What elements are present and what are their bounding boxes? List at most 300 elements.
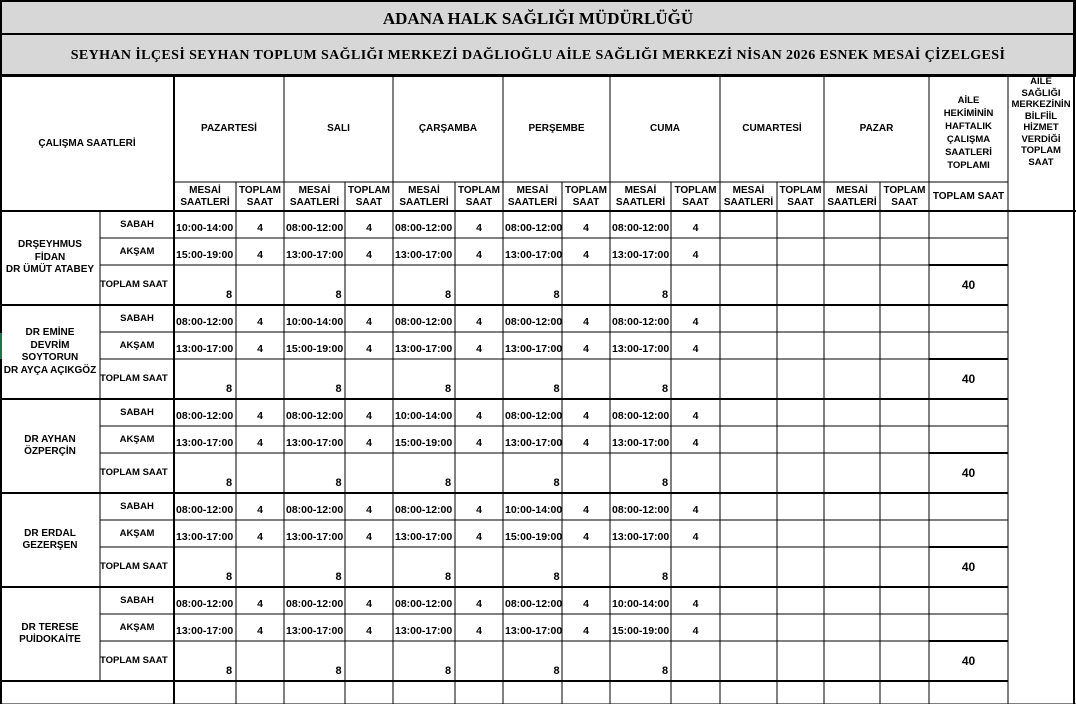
sabah-hours bbox=[612, 402, 671, 429]
daily-total bbox=[610, 473, 720, 493]
sabah-hour-count bbox=[345, 402, 393, 429]
text-line: 8 bbox=[553, 383, 560, 395]
aksam-hour-count bbox=[562, 617, 610, 644]
text-line: 8 bbox=[225, 571, 233, 583]
text-line: HEKİMİNİN bbox=[943, 108, 994, 119]
text-line: TOPLAM SAAT bbox=[100, 561, 168, 572]
text-line: 8 bbox=[444, 665, 452, 677]
text-line: SAĞLIĞI bbox=[1021, 87, 1061, 99]
sabah-hours bbox=[176, 496, 236, 523]
toplam-saat-label bbox=[100, 359, 174, 399]
aksam-hours bbox=[505, 523, 562, 550]
text-line: 8 bbox=[553, 571, 560, 583]
sabah-hours bbox=[176, 402, 236, 429]
text-line: 4 bbox=[583, 342, 589, 355]
text-line: ÇARŞAMBA bbox=[418, 123, 478, 134]
text-line: 4 bbox=[476, 624, 482, 637]
text-line: 4 bbox=[692, 624, 699, 637]
aksam-hour-count bbox=[671, 523, 720, 550]
text-line: SAATLERİ bbox=[289, 197, 340, 208]
sabah-hours bbox=[505, 214, 562, 241]
aksam-hour-count bbox=[671, 241, 720, 268]
text-line: 4 bbox=[476, 503, 482, 516]
text-line: 8 bbox=[225, 383, 233, 395]
text-line: 4 bbox=[692, 248, 699, 261]
aksam-label bbox=[100, 238, 174, 265]
daily-total bbox=[503, 285, 610, 305]
text-line: TOPLAM SAAT bbox=[932, 190, 1005, 202]
sabah-hours bbox=[286, 402, 345, 429]
text-line: MESAİ bbox=[298, 185, 331, 196]
toplam-saat-header bbox=[777, 183, 824, 211]
aksam-hours bbox=[395, 523, 455, 550]
aksam-hour-count bbox=[455, 335, 503, 362]
toplam-saat-header bbox=[236, 183, 284, 211]
aksam-hours bbox=[395, 335, 455, 362]
aksam-hours bbox=[395, 241, 455, 268]
aksam-hour-count bbox=[345, 429, 393, 456]
text-line: DEVRİM bbox=[30, 339, 70, 351]
sabah-hours bbox=[286, 214, 345, 241]
text-line: MESAİ bbox=[189, 185, 221, 196]
text-line: 8 bbox=[225, 289, 233, 301]
daily-total bbox=[284, 285, 393, 305]
sabah-hours bbox=[505, 402, 562, 429]
aksam-hour-count bbox=[236, 523, 284, 550]
text-line: 08:00-12:00 bbox=[286, 503, 344, 516]
text-line: SABAH bbox=[120, 594, 154, 606]
day-header bbox=[174, 76, 284, 182]
text-line: 13:00-17:00 bbox=[505, 342, 563, 355]
toplam-saat-label bbox=[100, 453, 174, 493]
text-line: 8 bbox=[661, 571, 669, 583]
aksam-hour-count bbox=[236, 241, 284, 268]
text-line: PUİDOKAİTE bbox=[19, 634, 81, 645]
text-line: 13:00-17:00 bbox=[612, 530, 670, 543]
text-line: 13:00-17:00 bbox=[505, 624, 563, 637]
aksam-hours bbox=[612, 523, 671, 550]
text-line: 10:00-14:00 bbox=[286, 315, 344, 328]
sabah-hour-count bbox=[236, 214, 284, 241]
daily-total bbox=[393, 285, 503, 305]
text-line: PAZARTESİ bbox=[201, 123, 257, 134]
daily-total bbox=[610, 379, 720, 399]
text-line: ÇALIŞMA SAATLERİ bbox=[38, 137, 136, 149]
text-line: DR ERDAL bbox=[24, 527, 76, 539]
aksam-hour-count bbox=[236, 617, 284, 644]
sabah-hour-count bbox=[562, 496, 610, 523]
text-line: TOPLAM bbox=[347, 185, 391, 196]
text-line: 13:00-17:00 bbox=[612, 342, 670, 355]
text-line: TOPLAM SAAT bbox=[100, 373, 168, 384]
text-line: SAAT bbox=[572, 197, 600, 208]
aksam-hour-count bbox=[345, 241, 393, 268]
text-line: AKŞAM bbox=[119, 245, 155, 257]
text-line: SAAT bbox=[1028, 156, 1054, 168]
sabah-hour-count bbox=[345, 496, 393, 523]
sabah-label bbox=[100, 399, 174, 426]
aksam-hours bbox=[176, 241, 236, 268]
text-line: TOPLAM SAAT bbox=[100, 467, 168, 478]
aksam-hour-count bbox=[455, 523, 503, 550]
text-line: 8 bbox=[661, 477, 669, 489]
text-line: HİZMET bbox=[1023, 122, 1059, 133]
text-line: AKŞAM bbox=[119, 527, 155, 539]
aksam-hour-count bbox=[562, 241, 610, 268]
text-line: 13:00-17:00 bbox=[286, 436, 344, 449]
text-line: AKŞAM bbox=[119, 621, 155, 633]
text-line: 4 bbox=[257, 409, 263, 422]
text-line: 8 bbox=[444, 289, 452, 301]
text-line: SAATLERİ bbox=[723, 197, 774, 208]
sabah-hours bbox=[612, 496, 671, 523]
aksam-hours bbox=[286, 335, 345, 362]
text-line: 4 bbox=[583, 315, 589, 328]
text-line: 40 bbox=[961, 372, 976, 386]
text-line: 13:00-17:00 bbox=[176, 624, 234, 637]
daily-total bbox=[284, 379, 393, 399]
page-title: ADANA HALK SAĞLIĞI MÜDÜRLÜĞÜ bbox=[0, 0, 1076, 35]
text-line: MESAİ bbox=[516, 185, 549, 196]
text-line: 08:00-12:00 bbox=[176, 597, 234, 610]
text-line: TOPLAMI bbox=[947, 160, 990, 171]
text-line: TOPLAM SAAT bbox=[100, 655, 168, 666]
text-line: SAATLERİ bbox=[945, 147, 992, 158]
text-line: 13:00-17:00 bbox=[176, 342, 234, 355]
text-line: 4 bbox=[366, 503, 372, 516]
doctor-name bbox=[0, 399, 100, 493]
text-line: 40 bbox=[961, 560, 976, 574]
aksam-hour-count bbox=[455, 429, 503, 456]
day-header bbox=[503, 76, 610, 182]
text-line: MESAİ bbox=[732, 185, 765, 196]
doctor-name bbox=[0, 305, 100, 399]
aksam-hour-count bbox=[562, 335, 610, 362]
text-line: DR AYÇA AÇIKGÖZ bbox=[3, 364, 97, 376]
text-line: 8 bbox=[661, 665, 669, 677]
text-line: 4 bbox=[476, 409, 482, 422]
mesai-saatleri-header bbox=[393, 183, 455, 211]
text-line: DRŞEYHMUS bbox=[18, 239, 82, 251]
day-header bbox=[393, 76, 503, 182]
text-line: 4 bbox=[476, 248, 482, 261]
text-line: PAZAR bbox=[859, 123, 894, 134]
text-line: 4 bbox=[366, 221, 372, 234]
text-line: TOPLAM bbox=[457, 185, 501, 196]
text-line: SOYTORUN bbox=[21, 352, 79, 363]
text-line: 15:00-19:00 bbox=[395, 436, 453, 449]
text-line: ÇALIŞMA bbox=[946, 134, 991, 145]
text-line: 40 bbox=[961, 466, 976, 480]
text-line: 4 bbox=[583, 248, 589, 261]
text-line: 10:00-14:00 bbox=[395, 409, 453, 422]
text-line: SALI bbox=[327, 123, 350, 134]
text-line: 4 bbox=[257, 221, 263, 234]
sabah-hours bbox=[395, 402, 455, 429]
text-line: 4 bbox=[583, 624, 589, 637]
text-line: 15:00-19:00 bbox=[286, 342, 344, 355]
aksam-hour-count bbox=[345, 335, 393, 362]
aksam-hour-count bbox=[455, 241, 503, 268]
text-line: 08:00-12:00 bbox=[395, 503, 453, 516]
text-line: 13:00-17:00 bbox=[395, 624, 453, 637]
toplam-saat-label bbox=[100, 641, 174, 681]
mesai-saatleri-header bbox=[720, 183, 777, 211]
sabah-hour-count bbox=[562, 590, 610, 617]
text-line: DR EMİNE bbox=[25, 327, 75, 338]
aksam-hours bbox=[395, 617, 455, 644]
daily-total bbox=[503, 473, 610, 493]
text-line: AKŞAM bbox=[119, 339, 155, 351]
aksam-hour-count bbox=[562, 523, 610, 550]
text-line: SAATLERİ bbox=[507, 197, 558, 208]
text-line: 15:00-19:00 bbox=[176, 248, 234, 261]
text-line: 08:00-12:00 bbox=[176, 409, 234, 422]
aksam-hour-count bbox=[345, 617, 393, 644]
sabah-hours bbox=[395, 496, 455, 523]
text-line: 8 bbox=[335, 289, 342, 301]
daily-total bbox=[610, 567, 720, 587]
text-line: 10:00-14:00 bbox=[612, 597, 670, 610]
sabah-hours bbox=[612, 214, 671, 241]
daily-total bbox=[393, 379, 503, 399]
daily-total bbox=[174, 567, 284, 587]
text-line: SABAH bbox=[120, 312, 154, 324]
aksam-label bbox=[100, 614, 174, 641]
text-line: TOPLAM bbox=[674, 185, 717, 196]
text-line: DR ÜMÜT ATABEY bbox=[5, 264, 95, 276]
text-line: SAAT bbox=[355, 197, 383, 208]
aksam-hour-count bbox=[562, 429, 610, 456]
sabah-label bbox=[100, 587, 174, 614]
aksam-label bbox=[100, 426, 174, 453]
text-line: 4 bbox=[366, 597, 372, 610]
text-line: 15:00-19:00 bbox=[505, 530, 563, 543]
text-line: TOPLAM bbox=[1021, 145, 1061, 156]
daily-total bbox=[610, 661, 720, 681]
text-line: 4 bbox=[257, 248, 263, 261]
sabah-hours bbox=[286, 308, 345, 335]
text-line: 08:00-12:00 bbox=[286, 409, 344, 422]
daily-total bbox=[174, 473, 284, 493]
text-line: 8 bbox=[335, 665, 342, 677]
text-line: 08:00-12:00 bbox=[505, 597, 563, 610]
text-line: 4 bbox=[257, 530, 263, 543]
aksam-hours bbox=[286, 429, 345, 456]
text-line: 13:00-17:00 bbox=[286, 530, 344, 543]
weekly-total bbox=[929, 265, 1008, 305]
text-line: 8 bbox=[553, 289, 560, 301]
text-line: 8 bbox=[444, 477, 452, 489]
toplam-saat-header bbox=[880, 183, 929, 211]
text-line: CUMARTESİ bbox=[742, 123, 802, 134]
sabah-hour-count bbox=[236, 590, 284, 617]
sabah-hour-count bbox=[455, 590, 503, 617]
text-line: 08:00-12:00 bbox=[612, 503, 670, 516]
day-header bbox=[824, 76, 929, 182]
sabah-hour-count bbox=[671, 590, 720, 617]
text-line: 13:00-17:00 bbox=[176, 530, 234, 543]
sabah-label bbox=[100, 493, 174, 520]
weekly-hours-header bbox=[929, 84, 1008, 182]
text-line: 4 bbox=[366, 248, 372, 261]
text-line: 13:00-17:00 bbox=[286, 624, 344, 637]
text-line: ÖZPERÇİN bbox=[24, 446, 76, 457]
text-line: 13:00-17:00 bbox=[395, 530, 453, 543]
text-line: TOPLAM bbox=[238, 185, 282, 196]
text-line: 4 bbox=[692, 503, 699, 516]
sabah-hours bbox=[395, 308, 455, 335]
text-line: MERKEZİNİN bbox=[1011, 99, 1071, 110]
calisma-saatleri-header bbox=[0, 76, 174, 211]
sabah-hour-count bbox=[236, 402, 284, 429]
sabah-hours bbox=[176, 308, 236, 335]
text-line: 15:00-19:00 bbox=[612, 624, 670, 637]
weekly-total-subheader bbox=[929, 182, 1008, 211]
daily-total bbox=[503, 567, 610, 587]
text-line: 8 bbox=[661, 383, 669, 395]
text-line: 10:00-14:00 bbox=[176, 221, 234, 234]
aksam-hour-count bbox=[236, 335, 284, 362]
sabah-label bbox=[100, 305, 174, 332]
text-line: 4 bbox=[257, 315, 263, 328]
aksam-hour-count bbox=[345, 523, 393, 550]
daily-total bbox=[503, 661, 610, 681]
sabah-hour-count bbox=[455, 308, 503, 335]
text-line: 13:00-17:00 bbox=[612, 248, 670, 261]
text-line: 10:00-14:00 bbox=[505, 503, 563, 516]
aksam-hours bbox=[505, 429, 562, 456]
text-line: 08:00-12:00 bbox=[612, 315, 670, 328]
sabah-label bbox=[100, 211, 174, 238]
aksam-hours bbox=[395, 429, 455, 456]
day-header bbox=[610, 76, 720, 182]
text-line: SABAH bbox=[120, 500, 154, 512]
sabah-hour-count bbox=[236, 496, 284, 523]
text-line: 8 bbox=[553, 477, 560, 489]
sabah-hour-count bbox=[671, 308, 720, 335]
center-hours-header bbox=[1008, 76, 1074, 206]
text-line: HAFTALIK bbox=[945, 121, 992, 132]
toplam-saat-header bbox=[562, 183, 610, 211]
text-line: 4 bbox=[583, 597, 589, 610]
sabah-hour-count bbox=[455, 214, 503, 241]
text-line: 13:00-17:00 bbox=[395, 342, 453, 355]
sabah-hours bbox=[395, 590, 455, 617]
sabah-hours bbox=[505, 496, 562, 523]
text-line: 4 bbox=[257, 597, 263, 610]
text-line: 4 bbox=[366, 436, 372, 449]
text-line: 4 bbox=[692, 221, 699, 234]
aksam-hours bbox=[612, 429, 671, 456]
text-line: 4 bbox=[692, 342, 699, 355]
daily-total bbox=[174, 285, 284, 305]
aksam-hours bbox=[505, 335, 562, 362]
text-line: 8 bbox=[661, 289, 669, 301]
daily-total bbox=[284, 661, 393, 681]
text-line: GEZERŞEN bbox=[22, 540, 78, 551]
sabah-hour-count bbox=[236, 308, 284, 335]
text-line: 13:00-17:00 bbox=[286, 248, 344, 261]
text-line: 8 bbox=[553, 665, 560, 677]
text-line: 4 bbox=[692, 530, 699, 543]
toplam-saat-label bbox=[100, 265, 174, 305]
aksam-hours bbox=[286, 523, 345, 550]
text-line: 08:00-12:00 bbox=[505, 315, 563, 328]
text-line: 4 bbox=[476, 597, 482, 610]
text-line: 40 bbox=[961, 654, 976, 668]
text-line: TOPLAM bbox=[564, 185, 608, 196]
text-line: SABAH bbox=[120, 406, 154, 418]
text-line: SAAT bbox=[465, 197, 493, 208]
text-line: 8 bbox=[335, 477, 342, 489]
daily-total bbox=[393, 661, 503, 681]
aksam-hours bbox=[505, 617, 562, 644]
weekly-total bbox=[929, 547, 1008, 587]
text-line: 08:00-12:00 bbox=[286, 221, 344, 234]
text-line: 4 bbox=[692, 315, 699, 328]
daily-total bbox=[610, 285, 720, 305]
text-line: 08:00-12:00 bbox=[395, 221, 453, 234]
sabah-hours bbox=[286, 590, 345, 617]
text-line: SAATLERİ bbox=[827, 197, 877, 208]
text-line: TOPLAM SAAT bbox=[100, 279, 168, 290]
sabah-hour-count bbox=[562, 308, 610, 335]
daily-total bbox=[284, 473, 393, 493]
text-line: 4 bbox=[257, 436, 263, 449]
weekly-total bbox=[929, 453, 1008, 493]
text-line: 4 bbox=[476, 221, 482, 234]
sabah-hour-count bbox=[562, 402, 610, 429]
sabah-hours bbox=[612, 590, 671, 617]
text-line: 8 bbox=[335, 571, 342, 583]
text-line: DR AYHAN bbox=[24, 433, 76, 445]
text-line: AKŞAM bbox=[119, 433, 155, 445]
sabah-hour-count bbox=[345, 214, 393, 241]
text-line: 4 bbox=[257, 342, 263, 355]
text-line: PERŞEMBE bbox=[528, 123, 585, 134]
text-line: TOPLAM bbox=[779, 185, 822, 196]
text-line: 08:00-12:00 bbox=[395, 597, 453, 610]
text-line: 4 bbox=[476, 436, 482, 449]
text-line: 08:00-12:00 bbox=[176, 503, 234, 516]
text-line: 8 bbox=[335, 383, 342, 395]
text-line: 8 bbox=[444, 383, 452, 395]
sabah-hour-count bbox=[455, 402, 503, 429]
aksam-label bbox=[100, 520, 174, 547]
daily-total bbox=[174, 379, 284, 399]
text-line: MESAİ bbox=[408, 185, 440, 196]
text-line: 4 bbox=[257, 503, 263, 516]
page-subtitle: SEYHAN İLÇESİ SEYHAN TOPLUM SAĞLIĞI MERKEZİ DAĞLIOĞLU AİLE SAĞLIĞI MERKEZİ NİSAN 2026 ESNEK MESAİ ÇİZELGESİ bbox=[0, 35, 1076, 76]
text-line: FİDAN bbox=[34, 251, 66, 263]
aksam-hour-count bbox=[236, 429, 284, 456]
daily-total bbox=[393, 567, 503, 587]
text-line: 4 bbox=[366, 315, 372, 328]
text-line: AİLE bbox=[957, 95, 980, 106]
text-line: SAATLERİ bbox=[399, 197, 449, 208]
toplam-saat-label bbox=[100, 547, 174, 587]
text-line: 4 bbox=[583, 409, 589, 422]
daily-total bbox=[503, 379, 610, 399]
text-line: 08:00-12:00 bbox=[176, 315, 234, 328]
aksam-hours bbox=[286, 241, 345, 268]
mesai-saatleri-header bbox=[284, 183, 345, 211]
aksam-hour-count bbox=[455, 617, 503, 644]
aksam-hour-count bbox=[671, 429, 720, 456]
text-line: 13:00-17:00 bbox=[395, 248, 453, 261]
text-line: 4 bbox=[692, 436, 699, 449]
